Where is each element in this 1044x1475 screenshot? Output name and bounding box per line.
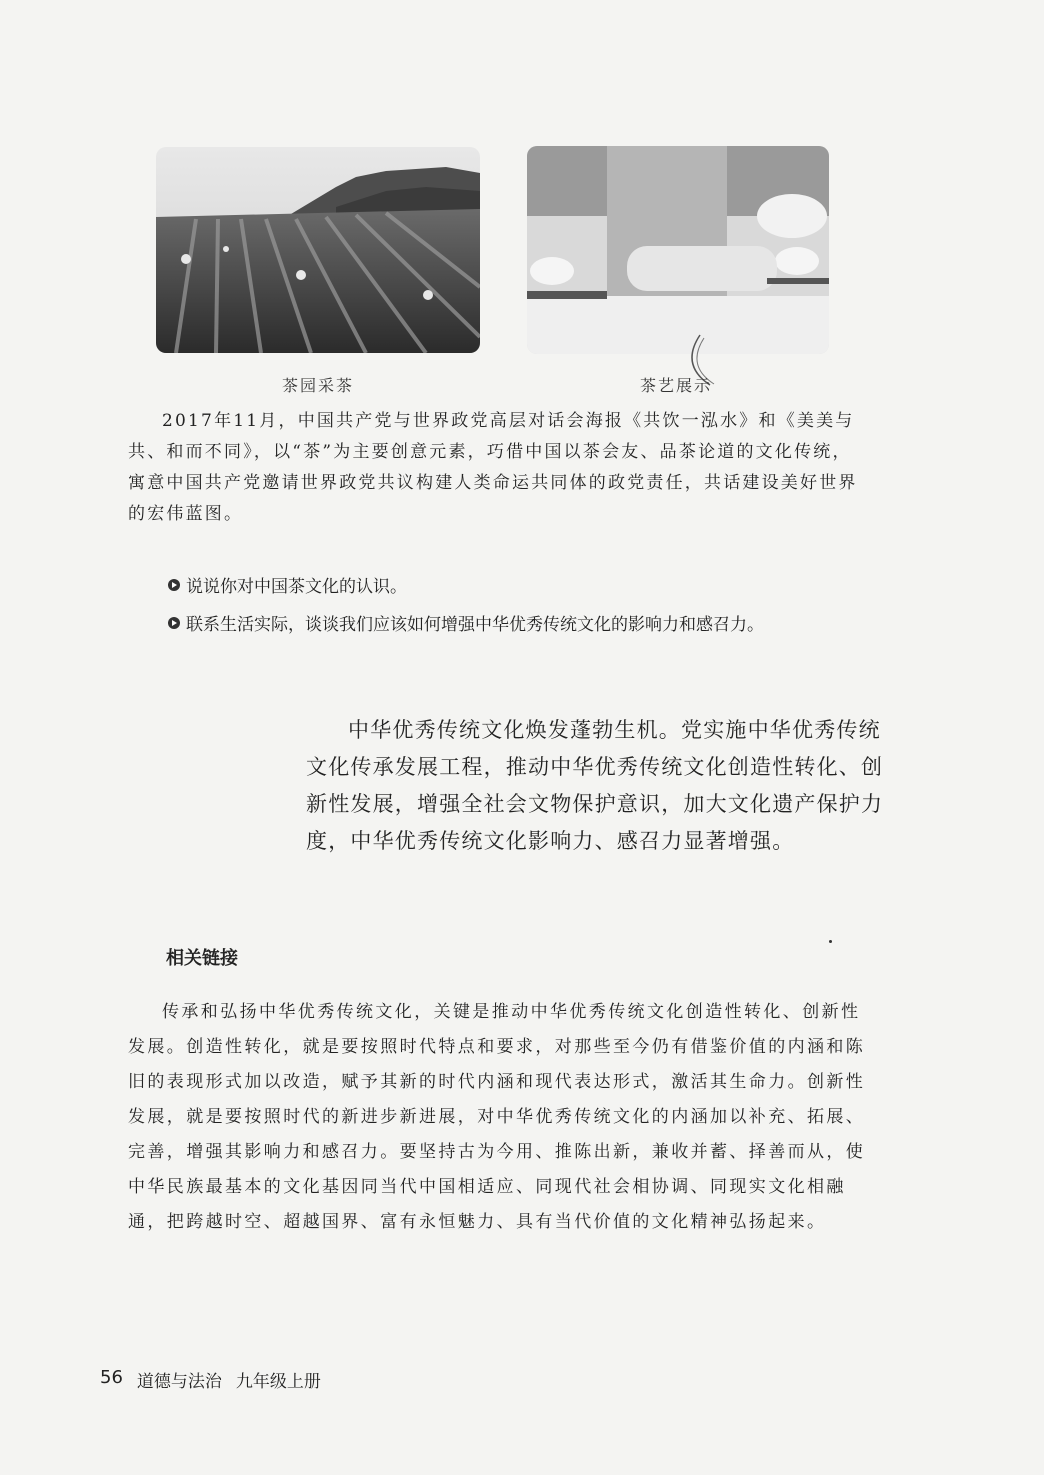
page-footer <box>100 1367 321 1392</box>
tea-garden-photo <box>156 147 480 353</box>
arrow-bullet-icon <box>168 579 180 591</box>
question-item <box>168 572 407 597</box>
related-link-body: 传承和弘扬中华优秀传统文化，关键是推动中华优秀传统文化创造性转化、创新性发展。创造性转化，就是要按照时代特点和要求，对那些至今仍有借鉴价值的内涵和陈旧的表现形式加以改造，赋予其新的时代内涵和现代表达形式，激活其生命力。创新性发展，就是要按照时代的新进步新进展，对中华优秀传统文化的内涵加以补充、拓展、完善，增强其影响力和感召力。要坚持古为今用、推陈出新，兼收并蓄、择善而从，使中华民族最基本的文化基因同当代中国相适应、同现代社会相协调、同现实文化相融通，把跨越时空、超越国界、富有永恒魅力、具有当代价值的文化精神弘扬起来。 <box>128 1002 866 1232</box>
stray-dot <box>829 940 832 943</box>
book-volume: 九年级上册 <box>235 1372 321 1392</box>
intro-paragraph: 2017年11月，中国共产党与世界政党高层对话会海报《共饮一泓水》和《美美与共、和而不同》，以“茶”为主要创意元素，巧借中国以茶会友、品茶论道的文化传统，寓意中国共产党邀请世界政党共议构建人类命运共同体的政党责任，共话建设美好世界的宏伟蓝图。 <box>128 411 858 524</box>
tea-ceremony-caption: 茶艺展示 <box>640 376 713 395</box>
page-number: 56 <box>100 1367 123 1388</box>
tea-ceremony-photo <box>527 146 829 354</box>
arrow-bullet-icon <box>168 617 180 629</box>
related-link-heading: 相关链接 <box>166 948 238 969</box>
question-item <box>168 610 764 635</box>
summary-paragraph: 中华优秀传统文化焕发蓬勃生机。党实施中华优秀传统文化传承发展工程，推动中华优秀传统文化创造性转化、创新性发展，增强全社会文物保护意识，加大文化遗产保护力度，中华优秀传统文化影响力、感召力显著增强。 <box>306 718 884 853</box>
tea-garden-caption: 茶园采茶 <box>282 376 355 395</box>
question-text: 说说你对中国茶文化的认识。 <box>186 577 407 597</box>
book-title: 道德与法治 <box>136 1372 222 1392</box>
question-text: 联系生活实际，谈谈我们应该如何增强中华优秀传统文化的影响力和感召力。 <box>186 615 764 635</box>
